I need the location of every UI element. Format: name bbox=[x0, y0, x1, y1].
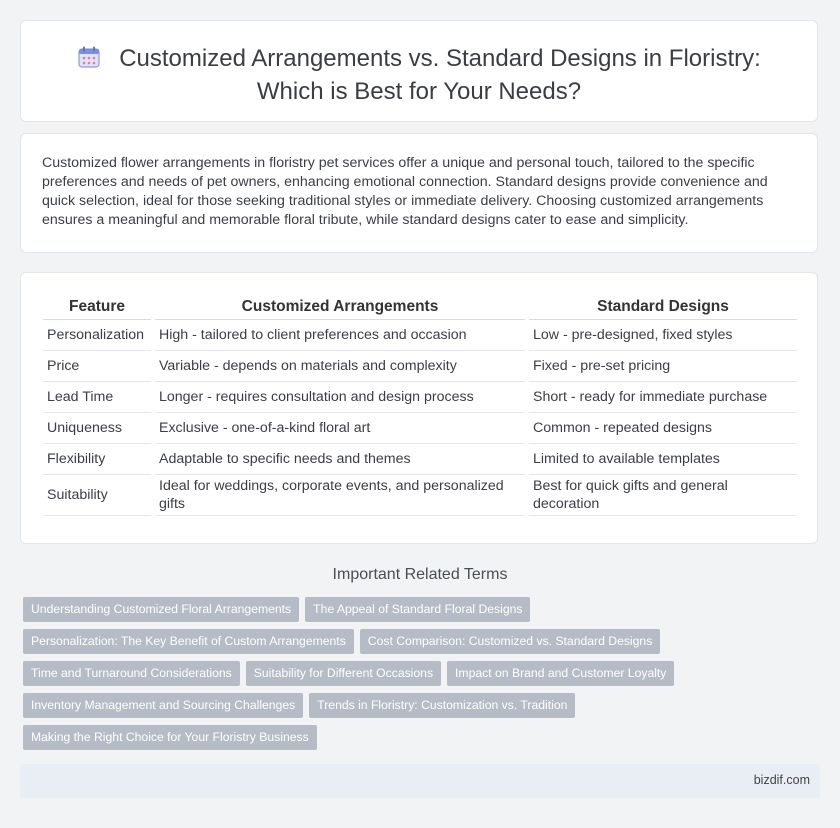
related-tag[interactable]: Time and Turnaround Considerations bbox=[23, 661, 240, 686]
footer-bar bbox=[20, 764, 820, 798]
cell-feature: Uniqueness bbox=[43, 413, 151, 444]
cell-standard: Low - pre-designed, fixed styles bbox=[529, 320, 797, 351]
cell-feature: Personalization bbox=[43, 320, 151, 351]
cell-customized: Ideal for weddings, corporate events, and personalized gifts bbox=[155, 475, 525, 516]
related-tag[interactable]: Trends in Floristry: Customization vs. Tradition bbox=[309, 693, 575, 718]
header-feature: Feature bbox=[43, 295, 151, 320]
cell-customized: High - tailored to client preferences and occasion bbox=[155, 320, 525, 351]
related-tag[interactable]: Suitability for Different Occasions bbox=[246, 661, 441, 686]
table-header-row bbox=[43, 295, 797, 320]
cell-feature: Flexibility bbox=[43, 444, 151, 475]
related-terms-title: Important Related Terms bbox=[332, 566, 508, 583]
cell-feature: Suitability bbox=[43, 475, 151, 516]
title-line-2: Which is Best for Your Needs? bbox=[256, 78, 582, 105]
intro-card bbox=[20, 133, 818, 253]
cell-feature: Lead Time bbox=[43, 382, 151, 413]
calendar-icon bbox=[77, 45, 101, 77]
cell-standard: Short - ready for immediate purchase bbox=[529, 382, 797, 413]
comparison-card bbox=[20, 272, 818, 544]
cell-customized: Exclusive - one-of-a-kind floral art bbox=[155, 413, 525, 444]
table-row bbox=[43, 413, 797, 444]
table-row bbox=[43, 444, 797, 475]
table-row bbox=[43, 475, 797, 516]
page-title bbox=[21, 44, 817, 107]
comparison-table bbox=[43, 295, 797, 516]
cell-standard: Best for quick gifts and general decoration bbox=[529, 475, 797, 516]
cell-customized: Longer - requires consultation and design process bbox=[155, 382, 525, 413]
cell-feature: Price bbox=[43, 351, 151, 382]
table-row bbox=[43, 351, 797, 382]
header-standard: Standard Designs bbox=[529, 295, 797, 320]
cell-customized: Adaptable to specific needs and themes bbox=[155, 444, 525, 475]
related-tag[interactable]: Inventory Management and Sourcing Challenges bbox=[23, 693, 303, 718]
related-terms-list bbox=[23, 597, 703, 757]
header-customized: Customized Arrangements bbox=[155, 295, 525, 320]
related-tag[interactable]: Impact on Brand and Customer Loyalty bbox=[447, 661, 674, 686]
table-row bbox=[43, 320, 797, 351]
related-tag[interactable]: The Appeal of Standard Floral Designs bbox=[305, 597, 530, 622]
title-line-1: Customized Arrangements vs. Standard Designs in Floristry: bbox=[119, 45, 761, 72]
related-tag[interactable]: Understanding Customized Floral Arrangements bbox=[23, 597, 299, 622]
related-tag[interactable]: Personalization: The Key Benefit of Custom Arrangements bbox=[23, 629, 354, 654]
intro-paragraph: Customized flower arrangements in floristry pet services offer a unique and personal touch, tailored to the specific preferences and needs of pet owners, enhancing emotional connection. Standard designs provide convenience and quick selection, ideal for those seeking traditional styles or immediate delivery. Choosing customized arrangements ensures a meaningful and memorable floral tribute, while standard designs cater to ease and simplicity. bbox=[42, 155, 768, 228]
cell-customized: Variable - depends on materials and complexity bbox=[155, 351, 525, 382]
related-tag[interactable]: Making the Right Choice for Your Floristry Business bbox=[23, 725, 317, 750]
footer-brand[interactable]: bizdif.com bbox=[753, 773, 810, 787]
related-tag[interactable]: Cost Comparison: Customized vs. Standard Designs bbox=[360, 629, 661, 654]
cell-standard: Common - repeated designs bbox=[529, 413, 797, 444]
table-row bbox=[43, 382, 797, 413]
cell-standard: Limited to available templates bbox=[529, 444, 797, 475]
header-card bbox=[20, 20, 818, 122]
cell-standard: Fixed - pre-set pricing bbox=[529, 351, 797, 382]
